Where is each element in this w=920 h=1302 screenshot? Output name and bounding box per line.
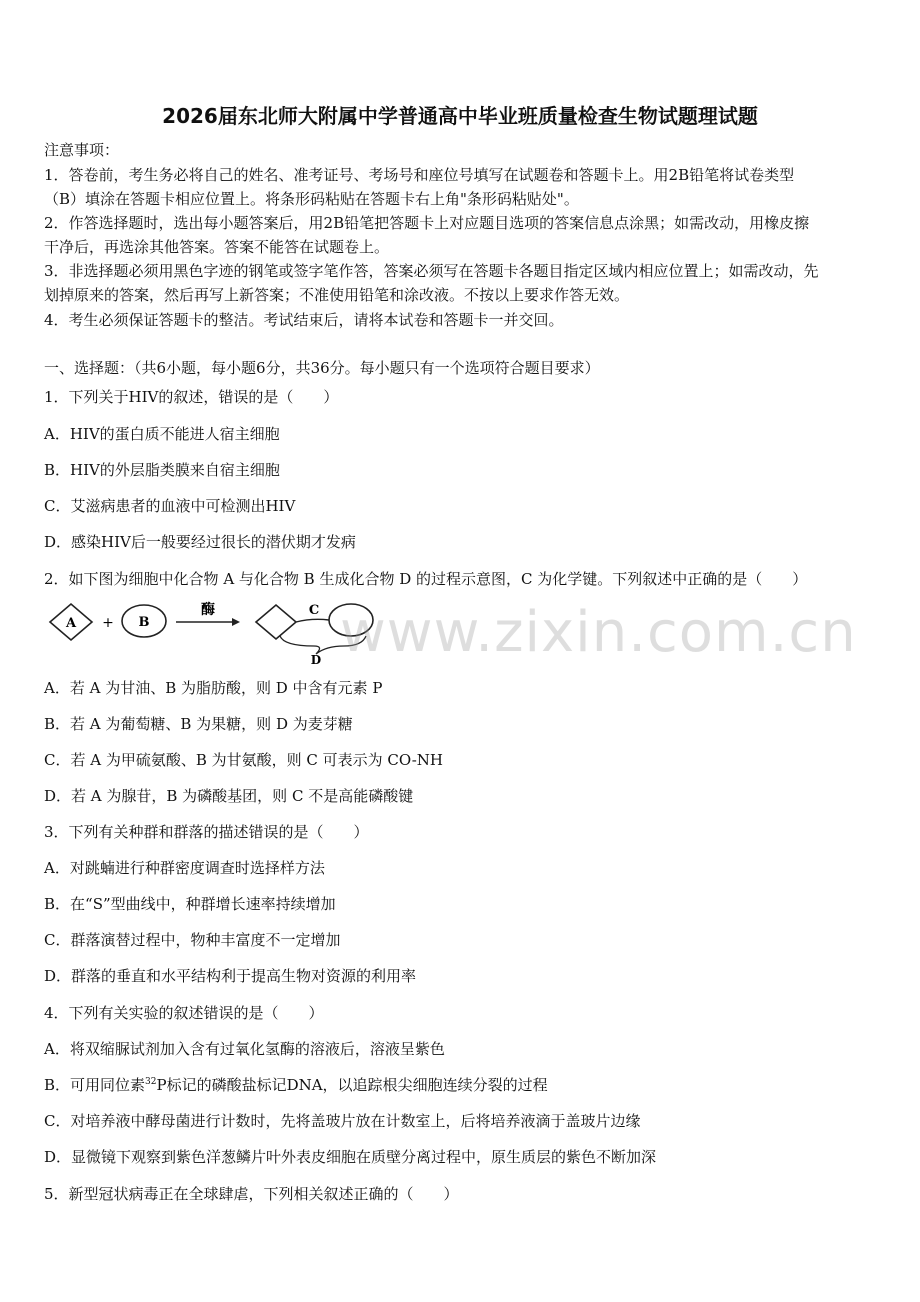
question-stem: 3．下列有关种群和群落的描述错误的是（ ）: [44, 823, 369, 841]
option: [44, 1074, 548, 1095]
section-heading: 一、选择题：（共6小题，每小题6分，共36分。每小题只有一个选项符合题目要求）: [44, 359, 600, 377]
notice-line: 4．考生必须保证答题卡的整洁。考试结束后，请将本试卷和答题卡一并交回。: [44, 311, 564, 329]
notice-line: （B）填涂在答题卡相应位置上。将条形码粘贴在答题卡右上角"条形码粘贴处"。: [44, 190, 579, 208]
enzyme-label: 酶: [201, 602, 215, 618]
option: A．将双缩脲试剂加入含有过氧化氢酶的溶液后，溶液呈紫色: [44, 1040, 445, 1058]
option: A．若 A 为甘油、B 为脂肪酸，则 D 中含有元素 P: [44, 679, 383, 697]
bond-label-c: C: [308, 603, 320, 618]
notice-line: 干净后，再选涂其他答案。答案不能答在试题卷上。: [44, 238, 390, 256]
reaction-arrow: [176, 601, 240, 626]
page-title: 2026届东北师大附属中学普通高中毕业班质量检查生物试题理试题: [162, 104, 758, 128]
option: C．对培养液中酵母菌进行计数时，先将盖玻片放在计数室上，后将培养液滴于盖玻片边缘: [44, 1112, 641, 1130]
option: A．对跳蝻进行种群密度调查时选择样方法: [44, 859, 325, 877]
option: D．显微镜下观察到紫色洋葱鳞片叶外表皮细胞在质壁分离过程中，原生质层的紫色不断加深: [44, 1148, 657, 1166]
notice-line: 1．答卷前，考生务必将自己的姓名、准考证号、考场号和座位号填写在试题卷和答题卡上。用2B铅笔将试卷类型: [44, 166, 795, 184]
option: C．若 A 为甲硫氨酸、B 为甘氨酸，则 C 可表示为 CO-NH: [44, 751, 444, 769]
diagram-label-b: B: [138, 615, 150, 630]
compound-a-diamond: [50, 604, 92, 640]
option: B．若 A 为葡萄糖、B 为果糖，则 D 为麦芽糖: [44, 715, 353, 733]
option: D．群落的垂直和水平结构利于提高生物对资源的利用率: [44, 967, 417, 985]
notice-heading: 注意事项：: [44, 141, 120, 159]
option: B．在“S”型曲线中，种群增长速率持续增加: [44, 895, 336, 913]
diagram-plus: +: [102, 615, 114, 631]
option: D．感染HIV后一般要经过很长的潜伏期才发病: [44, 533, 356, 551]
isotope-superscript: 32: [145, 1077, 157, 1087]
notice-line: 2．作答选择题时，选出每小题答案后，用2B铅笔把答题卡上对应题目选项的答案信息点涂黑；如需改动，用橡皮擦: [44, 214, 810, 232]
notice-line: 划掉原来的答案，然后再写上新答案；不准使用铅笔和涂改液。不按以上要求作答无效。: [44, 286, 630, 304]
diagram-label-d: D: [310, 653, 322, 667]
option: A．HIV的蛋白质不能进人宿主细胞: [44, 425, 280, 443]
question-stem: 5．新型冠状病毒正在全球肆虐，下列相关叙述正确的（ ）: [44, 1185, 459, 1203]
option: B．HIV的外层脂类膜来自宿主细胞: [44, 461, 280, 479]
option: C．群落演替过程中，物种丰富度不一定增加: [44, 931, 341, 949]
question-stem: 4．下列有关实验的叙述错误的是（ ）: [44, 1004, 324, 1022]
option: C．艾滋病患者的血液中可检测出HIV: [44, 497, 296, 515]
notice-line: 3．非选择题必须用黑色字迹的钢笔或签字笔作答，答案必须写在答题卡各题目指定区域内相应位置上；如需改动，先: [44, 262, 819, 280]
option-rest: P标记的磷酸盐标记DNA，以追踪根尖细胞连续分裂的过程: [156, 1076, 548, 1094]
question-stem: 1．下列关于HIV的叙述，错误的是（ ）: [44, 388, 339, 406]
reaction-diagram: [44, 596, 384, 672]
watermark: www.zixin.com.cn: [340, 600, 857, 665]
option: D．若 A 为腺苷，B 为磷酸基团，则 C 不是高能磷酸键: [44, 787, 414, 805]
compound-b-circle: [122, 605, 166, 637]
option-prefix: B．可用同位素: [44, 1076, 146, 1094]
diagram-label-a: A: [65, 616, 77, 631]
question-stem: 2．如下图为细胞中化合物 A 与化合物 B 生成化合物 D 的过程示意图，C 为化学键。下列叙述中正确的是（ ）: [44, 570, 808, 588]
